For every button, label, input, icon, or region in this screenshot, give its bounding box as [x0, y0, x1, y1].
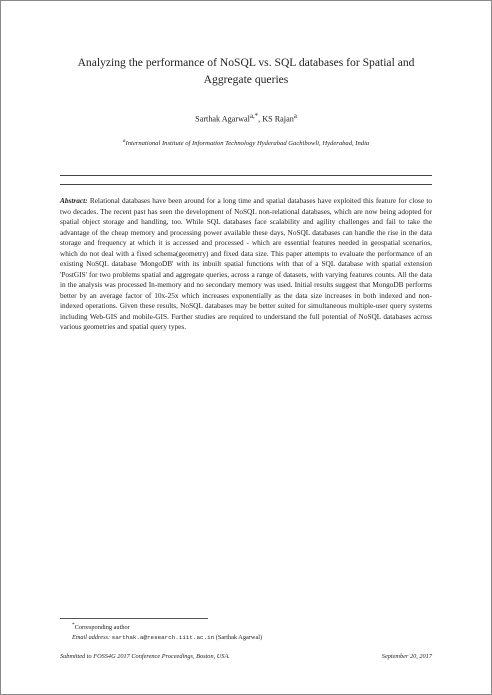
page-footer	[60, 652, 432, 661]
abstract-rule-top	[60, 175, 432, 176]
footnote-email-name: (Sarthak Agarwal)	[215, 633, 263, 641]
footer-date: September 20, 2017	[381, 653, 432, 660]
paper-title-line-1: Analyzing the performance of NoSQL vs. SQL databases for Spatial and	[77, 56, 415, 69]
affiliation	[40, 136, 452, 149]
footnote-mark: *	[72, 622, 75, 628]
abstract-label: Abstract:	[60, 196, 88, 205]
footnote-corresponding-line	[60, 621, 432, 633]
author-list	[50, 111, 442, 126]
footnote-email-label: Email address:	[72, 633, 111, 641]
footnote-corresponding: Corresponding author	[74, 624, 130, 632]
author-mark-1: a,*	[249, 113, 259, 120]
paper-title	[50, 54, 442, 88]
abstract-paragraph	[60, 196, 432, 333]
abstract-text: Relational databases have been around for a long time and spatial databases have exploited this feature for close to two decades. The recent past has seen the development of NoSQL non-relational databases, which are now being adopted for spatial object storage and handling, too. While SQL databases face scalability and agility challenges and fail to take the advantage of the cheap memory and processing power available these days, NoSQL databases can handle the rise in the data storage and frequency at which it is accessed and processed - which are essential features needed in geospatial scenarios, which do not deal with a fixed schema(geometry) and fixed data size. This paper attempts to evaluate the performance of an existing NoSQL database 'MongoDB' with its inbuilt spatial functions with that of a SQL database with spatial extension 'PostGIS' for two problems spatial and aggregate queries, across a range of datasets, with varying features counts. All the data in the analysis was processed In-memory and no secondary memory was used. Initial results suggest that MongoDB performs better by an average factor of 10x-25x which increases exponentially as the data size increases in both indexed and non-indexed operations. Given these results, NoSQL databases may be better suited for simultaneous multiple-user query systems including Web-GIS and mobile-GIS. Further studies are required to understand the full potential of NoSQL databases across various geometries and spatial query types.	[60, 196, 432, 331]
affiliation-text: International Institute of Information Technology Hyderabad Gachibowli, Hyderabad, India	[125, 140, 370, 148]
abstract-rule-bottom	[60, 184, 432, 185]
footnote-rule	[60, 618, 208, 619]
footnote-email-line	[60, 633, 432, 643]
author-name-1: Sarthak Agarwal	[195, 114, 250, 124]
paper-title-line-2: Aggregate queries	[203, 73, 289, 86]
author-name-2: KS Rajan	[262, 114, 294, 124]
footnote-email-address[interactable]: sarthak.a@research.iiit.ac.in	[111, 633, 215, 641]
affiliation-mark: a	[122, 138, 126, 144]
footer-submission-note: Submitted to FOSS4G 2017 Conference Proceedings, Boston, USA.	[60, 653, 230, 660]
footnote	[60, 621, 432, 642]
author-separator: ,	[258, 114, 263, 124]
author-mark-2: a	[293, 113, 297, 120]
